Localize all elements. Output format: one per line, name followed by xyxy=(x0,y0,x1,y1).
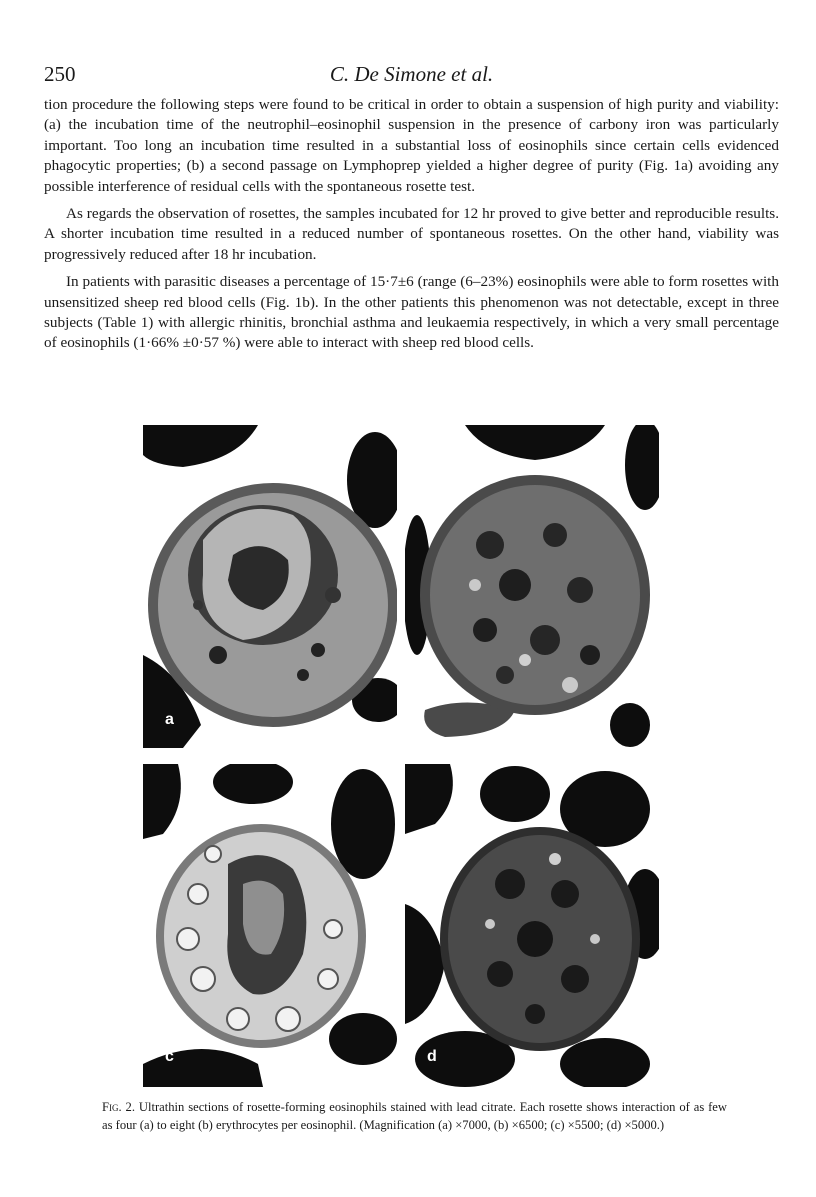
micrograph-panel-c xyxy=(143,764,397,1087)
page-number: 250 xyxy=(44,62,76,86)
micrograph-panel-d xyxy=(405,764,659,1087)
micrograph-image-a xyxy=(143,425,397,748)
panel-label-a: a xyxy=(165,711,174,728)
micrograph-image-c xyxy=(143,764,397,1087)
paragraph: tion procedure the following steps were found to be critical in order to obtain a suspension of high purity and viability: (a) the incubation time of the neutrophil–eosinophil suspension in the presence of carbony iron was particularly important. Too long an incubation time resulted in a substantial loss of eosinophils since certain cells evidenced phagocytic properties; (b) a second passage on Lymphoprep yielded a higher degree of purity (Fig. 1a) avoiding any possible interference of residual cells with the spontaneous rosette test. xyxy=(44,96,779,195)
body-text xyxy=(44,95,779,361)
panel-label-c: c xyxy=(165,1048,174,1065)
figure-caption-label: Fig. 2. xyxy=(102,1100,135,1114)
panel-label-d: d xyxy=(427,1048,437,1065)
paragraph: In patients with parasitic diseases a percentage of 15·7±6 (range (6–23%) eosinophils were able to form rosettes with unsensitized sheep red blood cells (Fig. 1b). In the other patients this phenomenon was not detectable, except in three subjects (Table 1) with allergic rhinitis, bronchial asthma and leukaemia respectively, in which a very small percentage of eosinophils (1·66% ±0·57 %) were able to interact with sheep red blood cells. xyxy=(44,273,779,352)
page-header xyxy=(44,62,779,88)
micrograph-image-d xyxy=(405,764,659,1087)
paragraph: As regards the observation of rosettes, the samples incubated for 12 hr proved to give better and reproducible results. A shorter incubation time resulted in a reduced number of spontaneous rosettes. On the other hand, viability was progressively reduced after 18 hr incubation. xyxy=(44,205,779,263)
micrograph-panel-a xyxy=(143,425,397,748)
micrograph-image-b xyxy=(405,425,659,748)
figure-caption-text: Ultrathin sections of rosette-forming eosinophils stained with lead citrate. Each rosette shows interaction of as few as four (a) to eight (b) erythrocytes per eosinophil. (Magnification (a) ×7000, (b) ×6500; (c) ×5500; (d) ×5000.) xyxy=(102,1100,727,1132)
figure-caption xyxy=(102,1098,727,1134)
micrograph-figure xyxy=(143,425,659,1087)
micrograph-panel-b xyxy=(405,425,659,748)
running-head: C. De Simone et al. xyxy=(329,62,494,86)
